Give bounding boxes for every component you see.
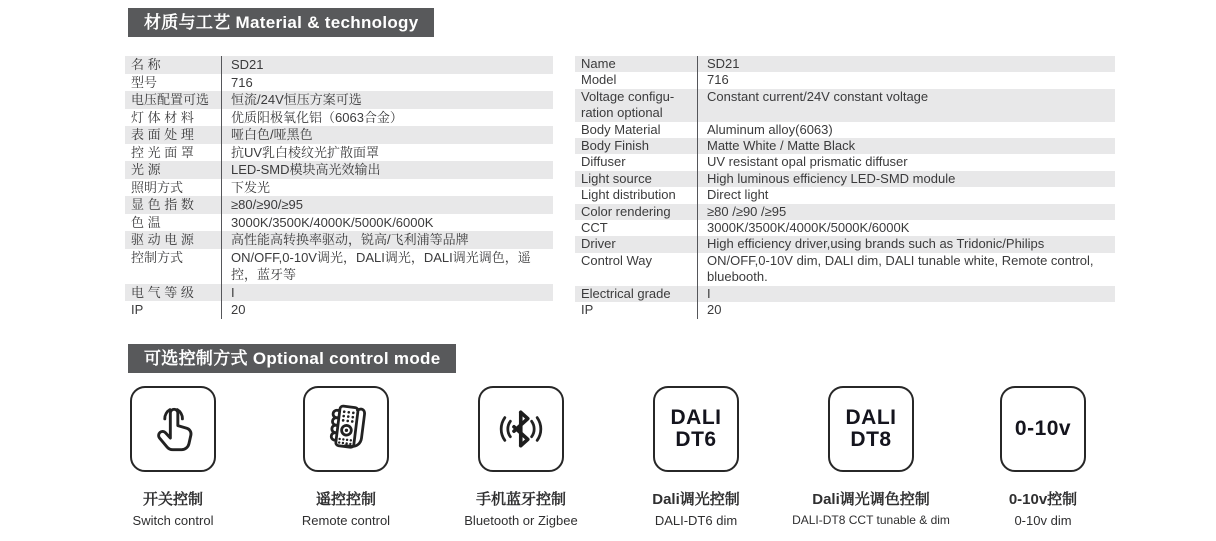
table-row [575, 171, 1115, 187]
dali-dt6-text-line2: DT6 [675, 428, 717, 451]
section-header-material-technology [128, 8, 434, 37]
spec-value: 下发光 [221, 179, 553, 197]
mode-label-en: DALI-DT6 dim [654, 513, 738, 528]
table-row [575, 236, 1115, 252]
table-row [575, 187, 1115, 203]
spec-value: UV resistant opal prismatic diffuser [697, 154, 1115, 170]
spec-label: Control Way [581, 252, 653, 268]
spec-value: ≥80/≥90/≥95 [221, 196, 553, 214]
spec-value: I [697, 286, 1115, 302]
spec-label: 电 气 等 级 [131, 284, 194, 300]
dali-dt6-badge [653, 386, 739, 472]
spec-value: 716 [697, 72, 1115, 88]
mode-label-zh: 手机蓝牙控制 [475, 491, 566, 508]
spec-label: Diffuser [581, 154, 626, 170]
switch-control-box [130, 386, 216, 472]
table-row [575, 138, 1115, 154]
control-mode-remote [246, 386, 446, 528]
table-row [575, 72, 1115, 88]
table-row [575, 122, 1115, 138]
mode-label-zh: Dali调光调色控制 [812, 491, 930, 508]
spec-table-chinese [125, 56, 553, 319]
spec-label: 显 色 指 数 [131, 197, 194, 212]
table-row [125, 161, 553, 179]
spec-value: 哑白色/哑黑色 [221, 126, 553, 144]
spec-label: Driver [581, 236, 616, 252]
spec-value: SD21 [221, 56, 553, 74]
dali-dt6-text-line1: DALI [670, 406, 722, 429]
spec-label: Model [581, 72, 617, 88]
table-row [575, 154, 1115, 170]
dali-dt8-badge [828, 386, 914, 472]
mode-label-zh: 遥控控制 [315, 491, 376, 508]
section-title: 可选控制方式 Optional control mode [144, 349, 441, 368]
table-row [125, 249, 553, 284]
zero-ten-v-text: 0-10v [1014, 417, 1072, 440]
spec-label: 照明方式 [131, 179, 184, 195]
spec-value: LED-SMD模块高光效输出 [221, 161, 553, 179]
table-row [125, 109, 553, 127]
spec-value: 20 [697, 302, 1115, 318]
table-row [125, 179, 553, 197]
spec-label: 电压配置可选 [131, 92, 210, 107]
remote-icon [317, 400, 375, 458]
spec-value: ≥80 /≥90 /≥95 [697, 204, 1115, 220]
table-row [575, 56, 1115, 72]
control-mode-dali-dt6 [596, 386, 796, 528]
mode-label-zh: 开关控制 [142, 491, 203, 508]
table-row [125, 284, 553, 302]
spec-value: 优质阳极氧化铝（6063合金） [221, 109, 553, 127]
table-row [575, 286, 1115, 302]
touch-icon [144, 400, 202, 458]
table-row [575, 204, 1115, 220]
dali-dt8-text-line2: DT8 [850, 428, 892, 451]
spec-value: 716 [221, 74, 553, 92]
table-row [575, 89, 1115, 122]
spec-value: 高性能高转换率驱动，锐高/飞利浦等品牌 [221, 231, 553, 249]
mode-label-zh: 0-10v控制 [1008, 491, 1078, 508]
spec-label: Light source [581, 170, 652, 186]
spec-value: 3000K/3500K/4000K/5000K/6000K [697, 220, 1115, 236]
spec-value: 恒流/24V恒压方案可选 [221, 91, 553, 109]
spec-label: 驱 动 电 源 [131, 232, 194, 247]
spec-value: Direct light [697, 187, 1115, 203]
table-row [575, 220, 1115, 236]
spec-label: Electrical grade [581, 285, 671, 301]
spec-value: High luminous efficiency LED-SMD module [697, 171, 1115, 187]
mode-label-en: Bluetooth or Zigbee [464, 513, 578, 528]
spec-value: Aluminum alloy(6063) [697, 122, 1115, 138]
bluetooth-control-box [478, 386, 564, 472]
table-row [125, 56, 553, 74]
spec-value: 20 [221, 301, 553, 319]
table-row [125, 74, 553, 92]
spec-label: Body Finish [581, 138, 649, 154]
spec-value: 3000K/3500K/4000K/5000K/6000K [221, 214, 553, 232]
table-row [575, 302, 1115, 318]
mode-label-en: Switch control [132, 513, 214, 528]
spec-value: Matte White / Matte Black [697, 138, 1115, 154]
spec-label: 色 温 [131, 214, 161, 230]
spec-label: Color rendering [581, 203, 671, 219]
control-mode-switch [73, 386, 273, 528]
table-row [125, 214, 553, 232]
spec-value: High efficiency driver,using brands such as Tridonic/Philips [697, 236, 1115, 252]
mode-label-en: Remote control [301, 513, 391, 528]
spec-value: Constant current/24V constant voltage [697, 89, 1115, 122]
table-row [125, 301, 553, 319]
section-title: 材质与工艺 Material & technology [144, 13, 419, 32]
spec-value: 抗UV乳白棱纹光扩散面罩 [221, 144, 553, 162]
spec-value: SD21 [697, 56, 1115, 72]
spec-label: 控 光 面 罩 [131, 144, 194, 160]
table-row [125, 231, 553, 249]
spec-label: 灯 体 材 料 [131, 109, 194, 125]
control-mode-dali-dt8 [771, 386, 971, 527]
spec-value: ON/OFF,0-10V调光，DALI调光，DALI调光调色，遥控，蓝牙等 [221, 249, 553, 284]
spec-label: IP [131, 302, 144, 317]
table-row [125, 196, 553, 214]
table-row [125, 144, 553, 162]
mode-label-en: 0-10v dim [1014, 513, 1072, 528]
control-mode-0-10v [943, 386, 1143, 528]
spec-label: 控制方式 [131, 249, 184, 265]
section-header-optional-control-mode [128, 344, 456, 373]
spec-value: I [221, 284, 553, 302]
spec-table-english [575, 56, 1115, 319]
table-row [125, 91, 553, 109]
zero-ten-v-badge [1000, 386, 1086, 472]
table-row [575, 253, 1115, 286]
control-mode-bluetooth [421, 386, 621, 528]
spec-label: 表 面 处 理 [131, 127, 194, 142]
spec-label: CCT [581, 220, 608, 236]
table-row [125, 126, 553, 144]
bluetooth-icon [492, 400, 550, 458]
spec-label: Name [581, 56, 616, 71]
spec-label: Voltage configu-ration optional [581, 88, 675, 121]
dali-dt8-text-line1: DALI [845, 406, 897, 429]
spec-label: IP [581, 302, 594, 318]
remote-control-box [303, 386, 389, 472]
mode-label-zh: Dali调光控制 [652, 491, 740, 508]
mode-label-en: DALI-DT8 CCT tunable & dim [792, 513, 950, 527]
spec-label: 光 源 [131, 162, 161, 177]
spec-value: ON/OFF,0-10V dim, DALI dim, DALI tunable white, Remote control, bluebooth. [697, 253, 1115, 286]
spec-label: Light distribution [581, 187, 676, 203]
spec-label: 型号 [131, 74, 158, 90]
spec-label: Body Material [581, 121, 661, 137]
spec-label: 名 称 [131, 57, 161, 72]
